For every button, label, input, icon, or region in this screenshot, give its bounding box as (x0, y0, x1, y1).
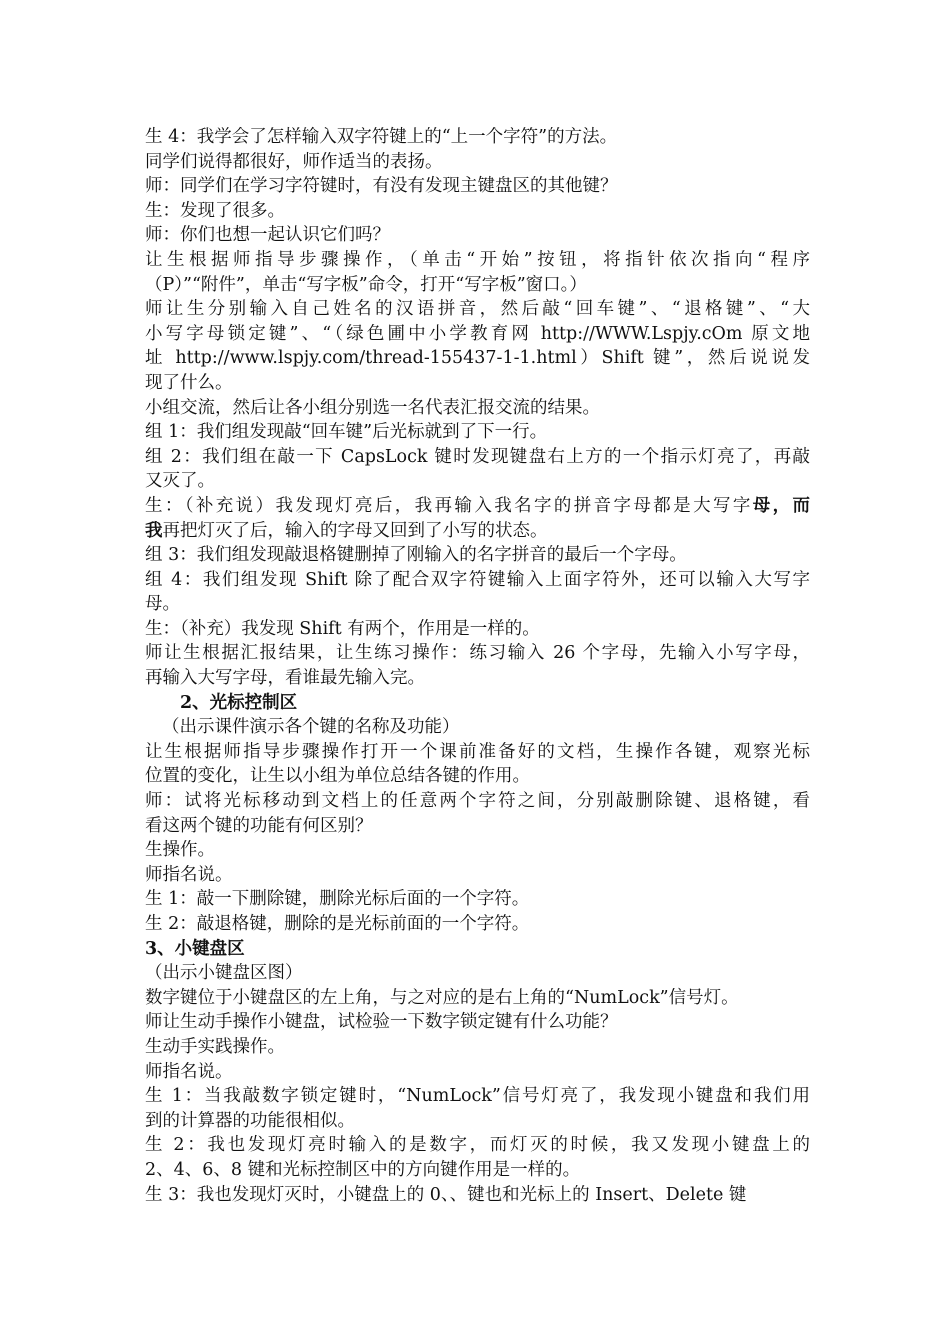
text-line: 生 3：我也发现灯灭时，小键盘上的 0、、键也和光标上的 Insert、Delete 键 (145, 1184, 747, 1205)
section-heading: 2、光标控制区 (180, 692, 298, 713)
text-line: 又灭了。 (145, 471, 215, 492)
text-line: 位置的变化，让生以小组为单位总结各键的作用。 (145, 766, 530, 787)
text-segment: 生：（补充说）我发现灯亮后，我再输入我名字的拼音字母都是大写字 (145, 495, 753, 516)
text-line: 生：（补充）我发现 Shift 有两个，作用是一样的。 (145, 618, 540, 639)
text-line: 组 4：我们组发现 Shift 除了配合双字符键输入上面字符外，还可以输入大写字 (145, 569, 810, 590)
text-line: 看这两个键的功能有何区别？ (145, 815, 373, 836)
text-line: 师：试将光标移动到文档上的任意两个字符之间，分别敲删除键、退格键，看 (145, 791, 810, 812)
text-line: 师指名说。 (145, 864, 233, 885)
text-line: 生：发现了很多。 (145, 200, 285, 221)
text-line: 现了什么。 (145, 372, 233, 393)
text-line: 生 1：当我敲数字锁定键时，“NumLock”信号灯亮了，我发现小键盘和我们用 (145, 1086, 810, 1107)
bold-segment: 我 (145, 520, 163, 541)
text-line: 组 3：我们组发现敲退格键删掉了刚输入的名字拼音的最后一个字母。 (145, 545, 687, 566)
text-line: 师：同学们在学习字符键时，有没有发现主键盘区的其他键？ (145, 176, 618, 197)
text-line: （出示课件演示各个键的名称及功能） (162, 717, 460, 738)
text-line: 生 1：敲一下删除键，删除光标后面的一个字符。 (145, 889, 530, 910)
text-line: 小写字母锁定键”、“（绿色圃中小学教育网 http://WWW.Lspjy.cOm 原文地 (145, 323, 810, 344)
text-line: 师指名说。 (145, 1061, 233, 1082)
text-line: 同学们说得都很好，师作适当的表扬。 (145, 151, 443, 172)
bold-segment: 母，而 (752, 495, 811, 516)
text-line: 师让生分别输入自己姓名的汉语拼音，然后敲“回车键”、“退格键”、“大 (145, 299, 810, 320)
text-line: 生操作。 (145, 840, 215, 861)
text-line: （出示小键盘区图） (145, 963, 303, 984)
text-line: 生 2：敲退格键，删除的是光标前面的一个字符。 (145, 914, 530, 934)
text-line: 再输入大写字母，看谁最先输入完。 (145, 668, 425, 689)
text-line: 小组交流，然后让各小组分别选一名代表汇报交流的结果。 (145, 397, 600, 418)
text-line (145, 519, 810, 544)
text-segment: 再把灯灭了后，输入的字母又回到了小写的状态。 (162, 520, 548, 541)
text-line: （P）”“附件”，单击“写字板”命令，打开“写字板”窗口。） (145, 274, 587, 295)
text-line: 生 2：我也发现灯亮时输入的是数字，而灯灭的时候，我又发现小键盘上的 (145, 1135, 810, 1156)
text-line: 组 1：我们组发现敲“回车键”后光标就到了下一行。 (145, 422, 548, 443)
text-line: 址 http://www.lspjy.com/thread-155437-1-1.html）Shift 键”，然后说说发 (145, 348, 810, 369)
text-line: 母。 (145, 594, 180, 615)
text-line: 师让生动手操作小键盘，试检验一下数字锁定键有什么功能？ (145, 1012, 618, 1033)
text-line: 让生根据师指导步骤操作，（单击“开始”按钮，将指针依次指向“程序 (145, 249, 810, 270)
text-line: 到的计算器的功能很相似。 (145, 1110, 355, 1131)
text-line: 2、4、6、8 键和光标控制区中的方向键作用是一样的。 (145, 1159, 581, 1180)
text-line: 组 2：我们组在敲一下 CapsLock 键时发现键盘右上方的一个指示灯亮了，再敲 (145, 446, 810, 467)
text-line: 生 4：我学会了怎样输入双字符键上的“上一个字符”的方法。 (145, 127, 618, 147)
text-line: 生动手实践操作。 (145, 1036, 285, 1057)
text-line: 师：你们也想一起认识它们吗？ (145, 225, 390, 246)
text-line (145, 494, 810, 519)
text-line: 师让生根据汇报结果，让生练习操作：练习输入 26 个字母，先输入小写字母， (145, 643, 810, 664)
text-line: 让生根据师指导步骤操作打开一个课前准备好的文档，生操作各键，观察光标 (145, 741, 810, 762)
section-heading: 3、小键盘区 (145, 938, 245, 959)
text-line: 数字键位于小键盘区的左上角，与之对应的是右上角的“NumLock”信号灯。 (145, 987, 739, 1008)
document-page (145, 125, 810, 1207)
